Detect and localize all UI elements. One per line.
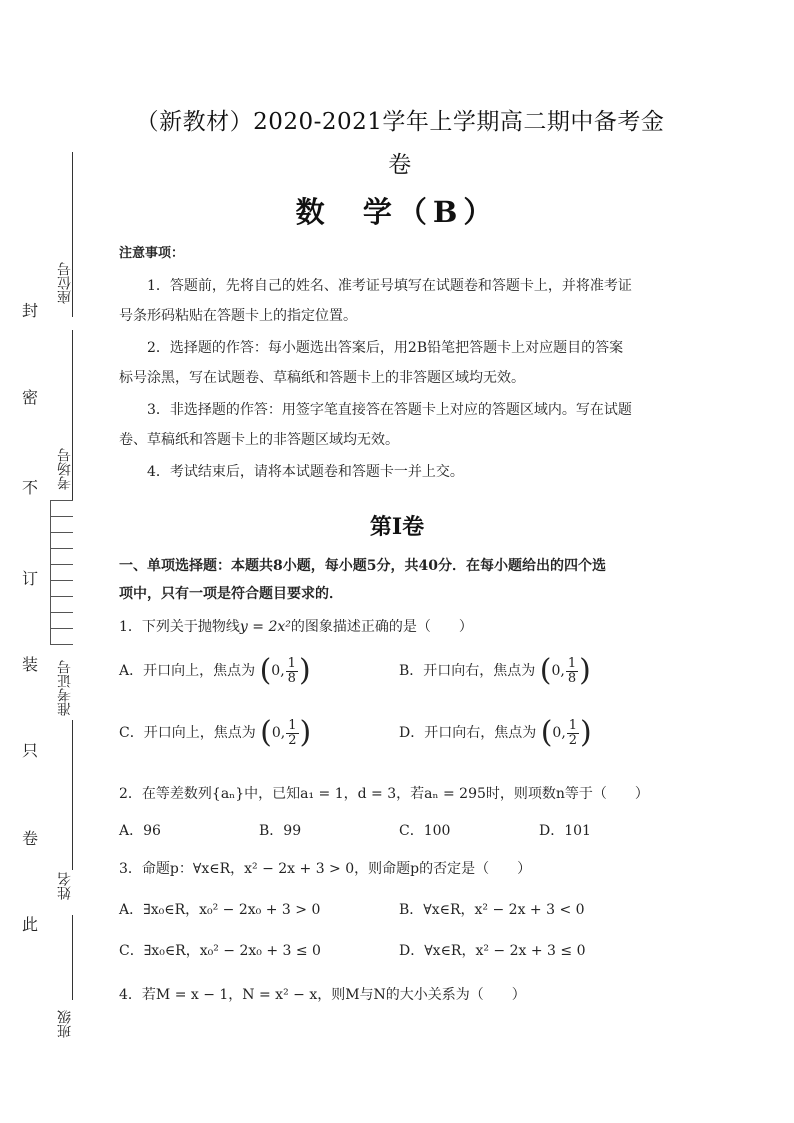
- notice-item-2a: 2．选择题的作答：每小题选出答案后，用2B铅笔把答题卡上对应题目的答案: [147, 340, 624, 356]
- admission-number-label: 准考证号: [57, 660, 73, 716]
- q1-option-c-focus: ( 0, 1 2 ): [260, 715, 312, 750]
- question-3-stem: 3．命题p：∀x∈R，x² − 2x + 3 > 0，则命题p的否定是（ ）: [119, 861, 532, 877]
- seal-char-4: 订: [22, 569, 39, 588]
- q2-option-b[interactable]: B．99: [259, 823, 302, 839]
- name-label: 姓名: [57, 872, 73, 900]
- seal-char-7: 卷: [22, 829, 39, 848]
- question-4-stem: 4．若M = x − 1，N = x² − x，则M与N的大小关系为（ ）: [119, 987, 526, 1003]
- seal-char-1: 封: [22, 301, 39, 320]
- exam-title-continued: 卷: [388, 152, 412, 178]
- q1-option-d[interactable]: [399, 715, 592, 750]
- notice-item-3a: 3．非选择题的作答：用签字笔直接答在答题卡上对应的答题区域内。写在试题: [147, 402, 632, 418]
- exam-title: （新教材）2020-2021学年上学期高二期中备考金: [135, 109, 665, 135]
- q1-option-a[interactable]: [119, 653, 311, 688]
- q1-option-d-text: D．开口向右，焦点为: [399, 725, 537, 741]
- q1-option-a-focus: ( 0, 1 8 ): [259, 653, 311, 688]
- q3-option-b[interactable]: B．∀x∈R，x² − 2x + 3 < 0: [399, 902, 585, 918]
- seal-char-8: 此: [22, 915, 39, 934]
- notice-item-4: 4．考试结束后，请将本试题卷和答题卡一并上交。: [147, 464, 464, 480]
- q1-option-d-focus: ( 0, 1 2 ): [540, 715, 592, 750]
- q2-option-a[interactable]: A．96: [119, 823, 161, 839]
- seal-char-3: 不: [22, 478, 39, 497]
- q2-option-d[interactable]: D．101: [539, 823, 591, 839]
- exam-room-label: 考场号: [57, 448, 73, 490]
- question-2-stem: 2．在等差数列{aₙ}中，已知a₁ = 1，d = 3，若aₙ = 295时，则项数n等于（ ）: [119, 786, 649, 802]
- q3-option-c[interactable]: C．∃x₀∈R，x₀² − 2x₀ + 3 ≤ 0: [119, 943, 321, 959]
- notice-item-1a: 1．答题前，先将自己的姓名、准考证号填写在试题卷和答题卡上，并将准考证: [147, 278, 632, 294]
- seat-number-label: 座位号: [57, 262, 73, 304]
- q1-formula: y = 2x²: [239, 619, 291, 635]
- q3-option-d[interactable]: D．∀x∈R，x² − 2x + 3 ≤ 0: [399, 943, 586, 959]
- section-instructions-2: 项中，只有一项是符合题目要求的．: [119, 586, 343, 602]
- q1-option-c-text: C．开口向上，焦点为: [119, 725, 256, 741]
- q2-option-c[interactable]: C．100: [399, 823, 451, 839]
- notice-heading: 注意事项：: [119, 246, 185, 261]
- q1-option-a-text: A．开口向上，焦点为: [119, 663, 256, 679]
- notice-item-1b: 号条形码粘贴在答题卡上的指定位置。: [119, 308, 357, 324]
- section-instructions-1: 一、单项选择题：本题共8小题，每小题5分，共40分．在每小题给出的四个选: [119, 558, 606, 574]
- notice-item-3b: 卷、草稿纸和答题卡上的非答题区域均无效。: [119, 432, 399, 448]
- q1-option-c[interactable]: [119, 715, 312, 750]
- binding-line-3: [72, 720, 73, 870]
- q1-stem-pre: 1．下列关于抛物线: [119, 619, 240, 635]
- class-label: 班级: [57, 1010, 73, 1038]
- seal-char-5: 装: [22, 655, 39, 674]
- seal-char-6: 只: [22, 741, 39, 760]
- binding-line-4: [72, 915, 73, 1000]
- section-title: 第Ⅰ卷: [369, 514, 425, 540]
- q1-stem-post: 的图象描述正确的是（ ）: [290, 619, 473, 635]
- q1-option-b[interactable]: [399, 653, 591, 688]
- q3-option-a[interactable]: A．∃x₀∈R，x₀² − 2x₀ + 3 > 0: [119, 902, 321, 918]
- q1-option-b-focus: ( 0, 1 8 ): [539, 653, 591, 688]
- notice-item-2b: 标号涂黑，写在试题卷、草稿纸和答题卡上的非答题区域均无效。: [119, 370, 525, 386]
- subject-title: 数 学（B）: [295, 195, 499, 229]
- question-1-stem: [119, 616, 473, 636]
- seal-char-2: 密: [22, 388, 39, 407]
- q1-option-b-text: B．开口向右，焦点为: [399, 663, 536, 679]
